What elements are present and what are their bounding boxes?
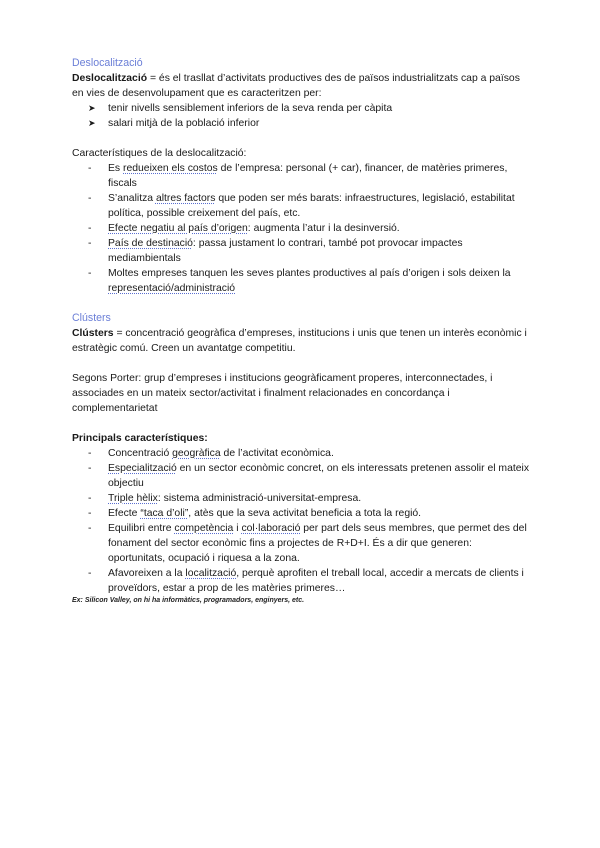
dash-bullet: - bbox=[88, 568, 92, 579]
definition-clusters bbox=[72, 326, 530, 356]
definition-deslocalitzacio bbox=[72, 71, 530, 101]
porter-paragraph: Segons Porter: grup d’empreses i institucions geogràficament properes, interconnectades, i associades en un mateix sector/activitat i finalment relacionades en concordança i complementarietat bbox=[72, 373, 493, 414]
section-heading-clusters: Clústers bbox=[72, 312, 111, 324]
dash-bullet: - bbox=[88, 493, 92, 504]
example-note: Ex: Silicon Valley, on hi ha informàtics, programadors, enginyers, etc. bbox=[72, 597, 305, 604]
features-title: Principals característiques: bbox=[72, 433, 208, 444]
list-item: - Efecte “taca d’oli”, atès que la seva activitat beneficia a tota la regió. bbox=[88, 508, 422, 519]
list-item: - Equilibri entre competència i col·laboració per part dels seus membres, que permet des del fonament del sector econòmic fins a projectes de R+D+I. És a dir que generen: oportunitats, ocupació i riquesa a la zona. bbox=[88, 523, 527, 564]
dash-bullet: - bbox=[88, 523, 92, 534]
dash-bullet: - bbox=[88, 448, 92, 459]
features-title: Característiques de la deslocalització: bbox=[72, 148, 247, 159]
arrow-bullet-icon: ➤ bbox=[88, 103, 96, 113]
dash-list bbox=[72, 161, 530, 296]
dash-list bbox=[72, 446, 530, 596]
arrow-bullet-icon: ➤ bbox=[88, 118, 96, 128]
dash-bullet: - bbox=[88, 508, 92, 519]
list-item: - S’analitza altres factors que poden ser més barats: infraestructures, legislació, estabilitat política, possible creixement del país, etc. bbox=[88, 193, 515, 219]
definition-term: Deslocalització bbox=[72, 73, 148, 84]
dash-bullet: - bbox=[88, 163, 92, 174]
list-item: - Concentració geogràfica de l’activitat econòmica. bbox=[88, 448, 334, 459]
list-item: - Triple hèlix: sistema administració-universitat-empresa. bbox=[88, 493, 362, 504]
arrow-list bbox=[72, 101, 530, 131]
list-item: - Efecte negatiu al país d’origen: augmenta l’atur i la desinversió. bbox=[88, 223, 400, 234]
list-item: - Afavoreixen a la localització, perquè aprofiten el treball local, accedir a mercats de clients i proveïdors, estar a prop de les matèries primeres… bbox=[88, 568, 524, 594]
section-heading-deslocalitzacio: Deslocalització bbox=[72, 57, 143, 69]
definition-text: = és el trasllat d’activitats productives des de països industrialitzats cap a països en vies de desenvolupament que es caracteritzen per: bbox=[72, 73, 520, 99]
list-item: ➤ salari mitjà de la població inferior bbox=[88, 118, 260, 129]
list-item: - País de destinació: passa justament lo contrari, també pot provocar impactes mediambientals bbox=[88, 238, 463, 264]
definition-term: Clústers bbox=[72, 328, 114, 339]
dash-bullet: - bbox=[88, 463, 92, 474]
list-item: ➤ tenir nivells sensiblement inferiors de la seva renda per càpita bbox=[88, 103, 393, 114]
list-item: - Moltes empreses tanquen les seves plantes productives al país d’origen i sols deixen la representació/administració bbox=[88, 268, 511, 294]
list-item: - Es redueixen els costos de l’empresa: personal (+ car), financer, de matèries primeres, fiscals bbox=[88, 163, 508, 189]
dash-bullet: - bbox=[88, 238, 92, 249]
dash-bullet: - bbox=[88, 268, 92, 279]
document-body bbox=[72, 56, 530, 606]
list-item: - Especialització en un sector econòmic concret, on els interessats pretenen assolir el mateix objectiu bbox=[88, 463, 530, 489]
definition-text: = concentració geogràfica d’empreses, institucions i unis que tenen un interès econòmic i estratègic comú. Creen un avantatge competitiu. bbox=[72, 328, 527, 354]
dash-bullet: - bbox=[88, 223, 92, 234]
dash-bullet: - bbox=[88, 193, 92, 204]
